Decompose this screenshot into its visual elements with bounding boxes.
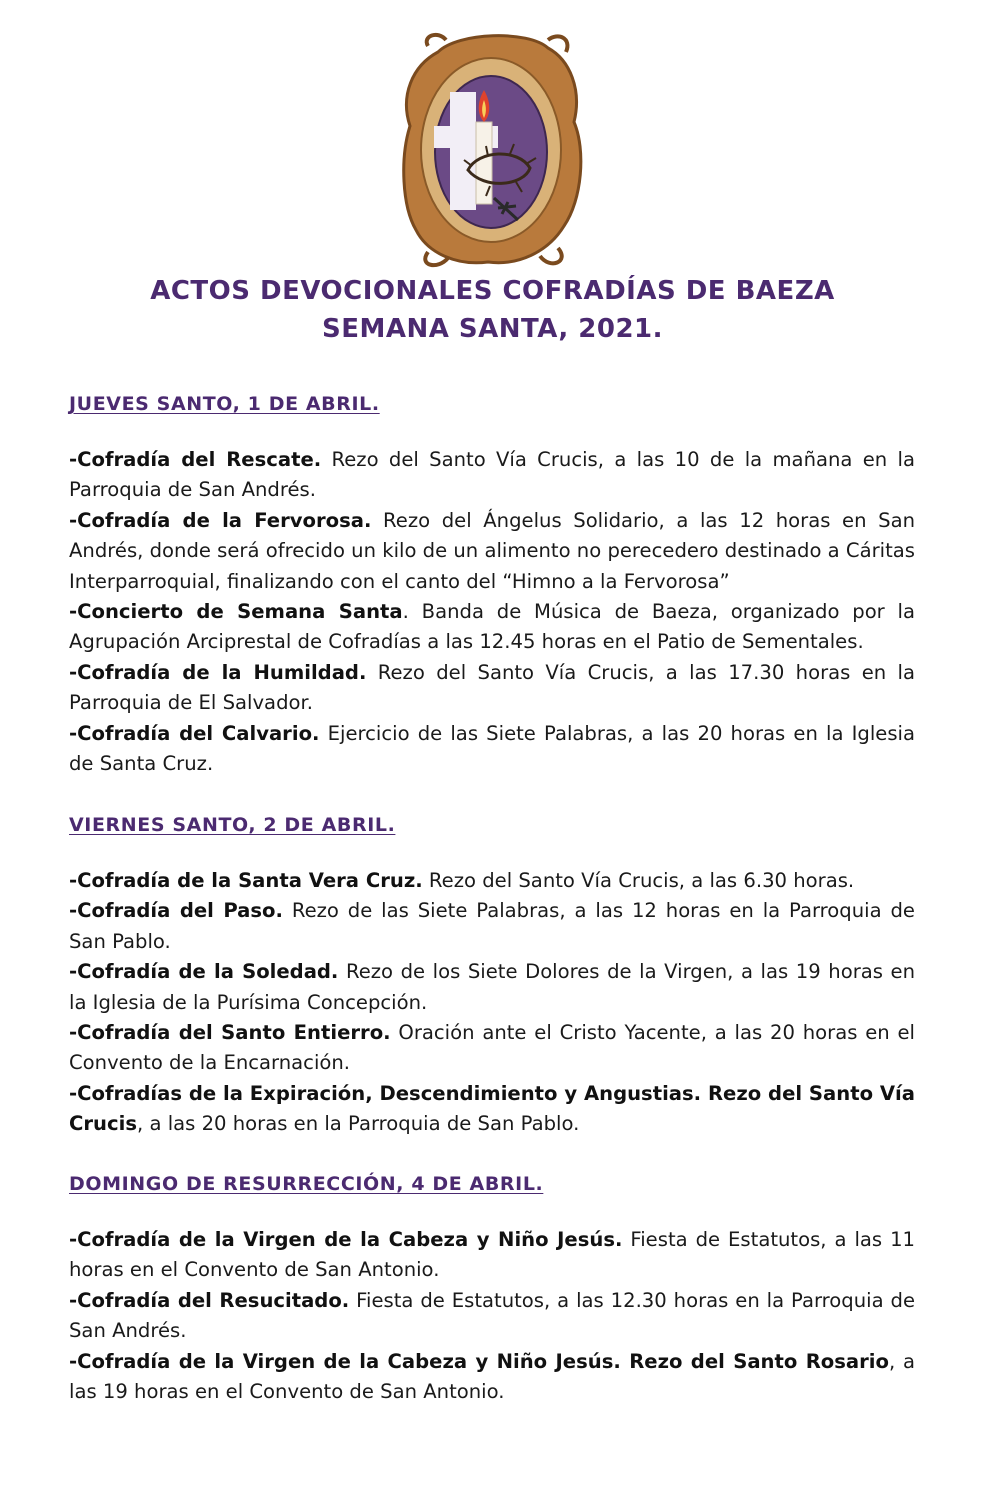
- event-name: -Cofradía del Santo Entierro.: [69, 1021, 391, 1045]
- event-entry: [69, 1347, 915, 1408]
- event-name: -Cofradía de la Santa Vera Cruz.: [69, 869, 423, 892]
- event-name: -Cofradía del Paso.: [69, 899, 283, 923]
- event-details: , a las 19 horas en el Convento de San Antonio.: [69, 1349, 915, 1404]
- event-entry: [69, 658, 915, 719]
- event-details: . Banda de Música de Baeza, organizado por la Agrupación Arciprestal de Cofradías a las 12.45 horas en el Patio de Sementales.: [69, 600, 915, 654]
- event-name: -Cofradía del Resucitado.: [69, 1288, 350, 1312]
- document-title: ACTOS DEVOCIONALES COFRADÍAS DE BAEZA: [150, 276, 835, 306]
- section-heading: DOMINGO DE RESURRECCIÓN, 4 DE ABRIL.: [69, 1173, 544, 1195]
- event-entry: [69, 597, 915, 658]
- event-name: -Cofradía de la Humildad.: [69, 660, 367, 684]
- event-name: -Cofradía de la Soledad.: [69, 960, 339, 984]
- section-heading: VIERNES SANTO, 2 DE ABRIL.: [69, 814, 396, 836]
- event-entry: [69, 445, 915, 506]
- section-domingo-resurreccion: [69, 1173, 915, 1407]
- section-viernes-santo: [69, 814, 915, 1140]
- event-details: Rezo del Santo Vía Crucis, a las 6.30 horas.: [422, 869, 855, 892]
- event-name: -Concierto de Semana Santa: [69, 600, 403, 624]
- event-entry: [69, 1079, 915, 1140]
- event-details: , a las 20 horas en la Parroquia de San Pablo.: [137, 1112, 580, 1136]
- event-name: -Cofradía de la Virgen de la Cabeza y Niño Jesús. Rezo del Santo Rosario: [69, 1349, 889, 1373]
- event-entry: [69, 866, 915, 896]
- section-heading: JUEVES SANTO, 1 DE ABRIL.: [69, 393, 380, 415]
- event-details: Rezo de los Siete Dolores de la Virgen, a las 19 horas en la Iglesia de la Purísima Concepción.: [69, 960, 916, 1014]
- event-details: Rezo del Santo Vía Crucis, a las 10 de la mañana en la Parroquia de San Andrés.: [69, 448, 915, 502]
- event-entry: [69, 896, 915, 957]
- event-name: -Cofradía de la Virgen de la Cabeza y Niño Jesús.: [69, 1228, 623, 1251]
- event-name: -Cofradía de la Fervorosa.: [69, 508, 372, 532]
- event-details: Rezo del Santo Vía Crucis, a las 17.30 horas en la Parroquia de El Salvador.: [69, 660, 915, 715]
- event-details: Rezo del Ángelus Solidario, a las 12 horas en San Andrés, donde será ofrecido un kilo de un alimento no perecedero destinado a Cáritas Interparroquial, finalizando con el canto del “Himno a la Fervorosa”: [69, 508, 916, 593]
- event-details: Rezo de las Siete Palabras, a las 12 horas en la Parroquia de San Pablo.: [69, 899, 915, 953]
- event-details: Fiesta de Estatutos, a las 12.30 horas en la Parroquia de San Andrés.: [69, 1288, 916, 1343]
- event-name: -Cofradía del Calvario.: [69, 721, 320, 745]
- cofradias-crest-logo: [398, 30, 584, 270]
- event-entry: [69, 1286, 915, 1347]
- event-entry: [69, 506, 915, 597]
- event-name: -Cofradía del Rescate.: [69, 448, 322, 471]
- event-entry: [69, 719, 915, 780]
- event-details: Ejercicio de las Siete Palabras, a las 20 horas en la Iglesia de Santa Cruz.: [69, 721, 916, 776]
- event-entry: [69, 1225, 915, 1286]
- event-entry: [69, 1018, 915, 1079]
- section-jueves-santo: [69, 393, 915, 779]
- event-entry: [69, 957, 915, 1018]
- event-details: Oración ante el Cristo Yacente, a las 20 horas en el Convento de la Encarnación.: [69, 1021, 915, 1075]
- event-name: -Cofradías de la Expiración, Descendimiento y Angustias. Rezo del Santo Vía Crucis: [69, 1081, 915, 1136]
- document-subtitle: SEMANA SANTA, 2021.: [321, 314, 663, 344]
- event-details: Fiesta de Estatutos, a las 11 horas en el Convento de San Antonio.: [69, 1228, 916, 1282]
